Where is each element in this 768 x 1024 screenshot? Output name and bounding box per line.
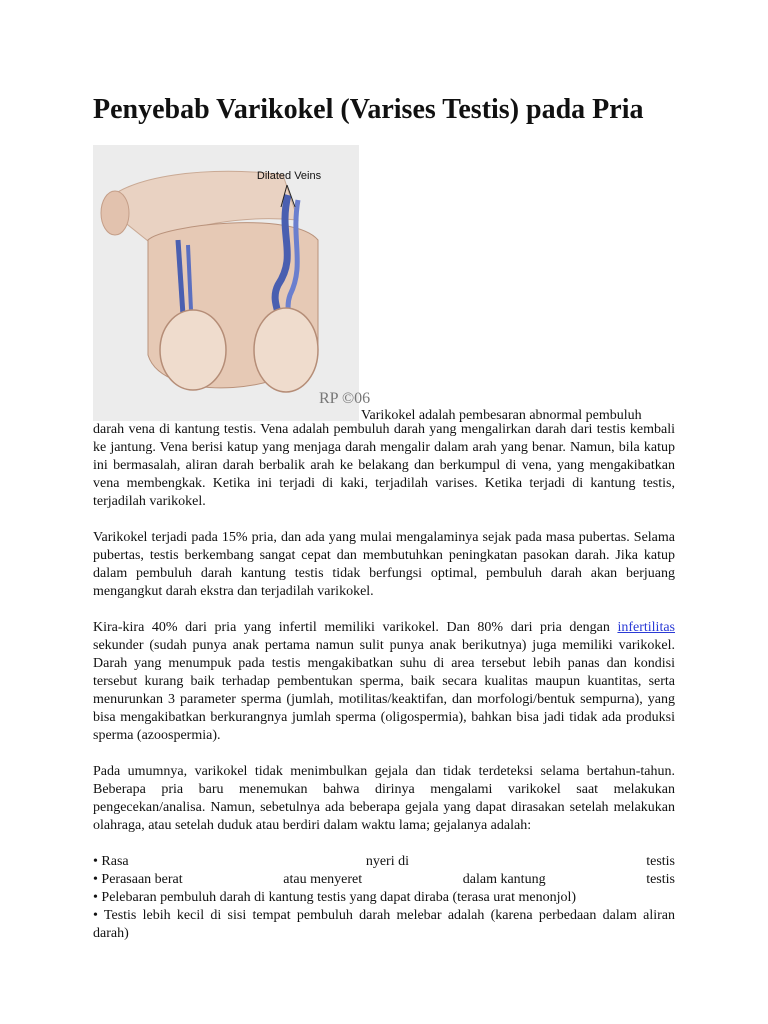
paragraph-1-first-line: Varikokel adalah pembesaran abnormal pembuluh [361, 408, 642, 423]
paragraph-2: Varikokel terjadi pada 15% pria, dan ada yang mulai mengalaminya sejak pada masa pubertas. Selama pubertas, testis berkembang sangat cepat dan membutuhkan peningkatan pasokan darah. Jika katup dalam pembuluh darah kantung testis tidak berfungsi optimal, pembuluh darah akan berjuang mengangkut darah ekstra dan terjadilah varikokel. [93, 530, 675, 599]
varicocele-drawing [93, 145, 371, 421]
list-item [93, 871, 675, 889]
symptom-word: nyeri di [365, 854, 409, 869]
symptom-word: testis [646, 872, 675, 887]
page-title: Penyebab Varikokel (Varises Testis) pada Pria [93, 94, 644, 125]
symptom-word: • Perasaan berat [93, 872, 183, 887]
list-item [93, 853, 675, 871]
paragraph-3-intro: Kira-kira 40% dari pria yang infertil memiliki varikokel. Dan 80% dari pria dengan [93, 620, 610, 635]
artist-signature: RP ©06 [319, 390, 371, 407]
symptom-list [93, 853, 675, 943]
paragraph-3 [93, 619, 675, 745]
anatomy-illustration [93, 145, 371, 421]
list-item: • Testis lebih kecil di sisi tempat pembuluh darah melebar adalah (karena perbedaan dalam aliran darah) [93, 908, 675, 941]
symptom-word: • Rasa [93, 854, 129, 869]
infertilitas-link[interactable]: infertilitas [617, 620, 675, 635]
list-item: • Pelebaran pembuluh darah di kantung testis yang dapat diraba (terasa urat menonjol) [93, 890, 577, 905]
figure-label: Dilated Veins [256, 170, 322, 182]
article [93, 93, 675, 943]
paragraph-4: Pada umumnya, varikokel tidak menimbulkan gejala dan tidak terdeteksi selama bertahun-tahun. Beberapa pria baru menemukan bahwa dirinya mengalami varikokel saat melakukan pengecekan/analisa. Namun, sebetulnya ada beberapa gejala yang dapat dirasakan setelah melakukan olahraga, atau setelah duduk atau berdiri dalam waktu lama; gejalanya adalah: [93, 764, 675, 833]
symptom-word: dalam kantung [462, 872, 546, 887]
paragraph-1: darah vena di kantung testis. Vena adalah pembuluh darah yang mengalirkan darah dari testis kembali ke jantung. Vena berisi katup yang menjaga darah mengalir dalam arah yang benar. Namun, bila katup ini bermasalah, aliran darah berbalik arah ke belakang dan berkumpul di vena, yang mengakibatkan vena membengkak. Ketika ini terjadi di kaki, terjadilah varises. Ketika terjadi di kantung testis, terjadilah varikokel. [93, 422, 675, 509]
figure-block [93, 145, 675, 421]
paragraph-3-rest: sekunder (sudah punya anak pertama namun sulit punya anak berikutnya) juga memiliki varikokel. Darah yang menumpuk pada testis mengakibatkan suhu di area tersebut lebih panas dan kondisi tersebut kurang baik terhadap pembentukan sperma, baik secara kualitas maupun kuantitas, serta menurunkan 3 parameter sperma (jumlah, motilitas/keaktifan, dan morfologi/bentuk sempurna), yang bisa mengakibatkan berkurangnya jumlah sperma (oligospermia), bahkan bisa jadi tidak ada produksi sperma (azoospermia). [93, 638, 675, 743]
symptom-word: testis [646, 854, 675, 869]
symptom-word: atau menyeret [283, 872, 363, 887]
